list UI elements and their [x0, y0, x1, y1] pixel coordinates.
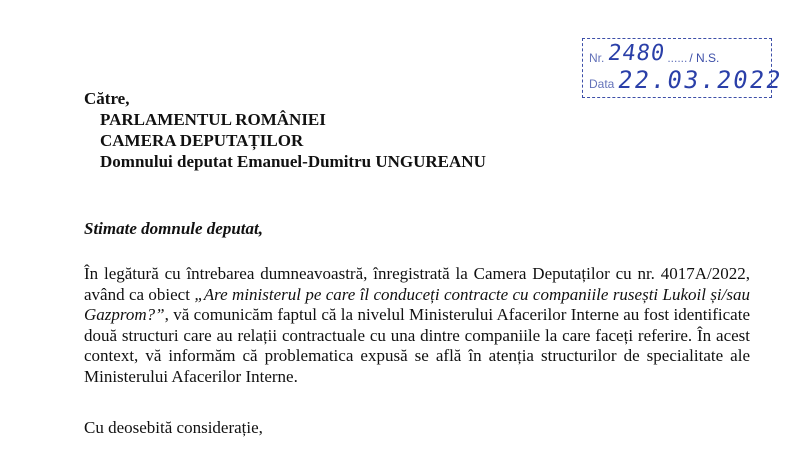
- registration-stamp: [582, 38, 785, 98]
- body-part-1: În legătură cu întrebarea dumneavoastră, înregistrată la Camera Deputaților cu nr. 4017A/2022, având ca obiect: [84, 264, 750, 304]
- body-part-2: , vă comunicăm faptul că la nivelul Ministerului Afacerilor Interne au fost identificate două structuri care au relații contractuale cu una dintre companiile la care faceți referire. În acest context, vă informăm că problematica expusă se află în atenția structurilor de specialitate ale Ministerului Afacerilor Interne.: [84, 305, 750, 386]
- stamp-date-row: [589, 66, 785, 94]
- body-paragraph: [84, 264, 750, 387]
- stamp-nr-dots: ......: [667, 51, 688, 65]
- stamp-nr-suffix: / N.S.: [689, 51, 720, 65]
- stamp-nr-value: 2480: [606, 41, 668, 66]
- address-deputy: Domnului deputat Emanuel-Dumitru UNGUREANU: [100, 152, 486, 171]
- salutation: Stimate domnule deputat,: [84, 219, 263, 238]
- stamp-nr-label: Nr.: [589, 51, 605, 65]
- address-chamber: CAMERA DEPUTAȚILOR: [100, 131, 304, 150]
- address-parliament: PARLAMENTUL ROMÂNIEI: [100, 110, 326, 129]
- body-quote: „Are ministerul pe care îl conduceți contracte cu companiile rusești Lukoil și/sau Gazprom?”: [84, 284, 750, 324]
- address-to: Către,: [84, 89, 130, 108]
- stamp-number-row: [589, 41, 720, 66]
- stamp-date-label: Data: [589, 77, 615, 91]
- recipient-address: [84, 88, 486, 172]
- stamp-date-value: 22.03.2022: [616, 66, 785, 94]
- closing-line: Cu deosebită considerație,: [84, 418, 263, 437]
